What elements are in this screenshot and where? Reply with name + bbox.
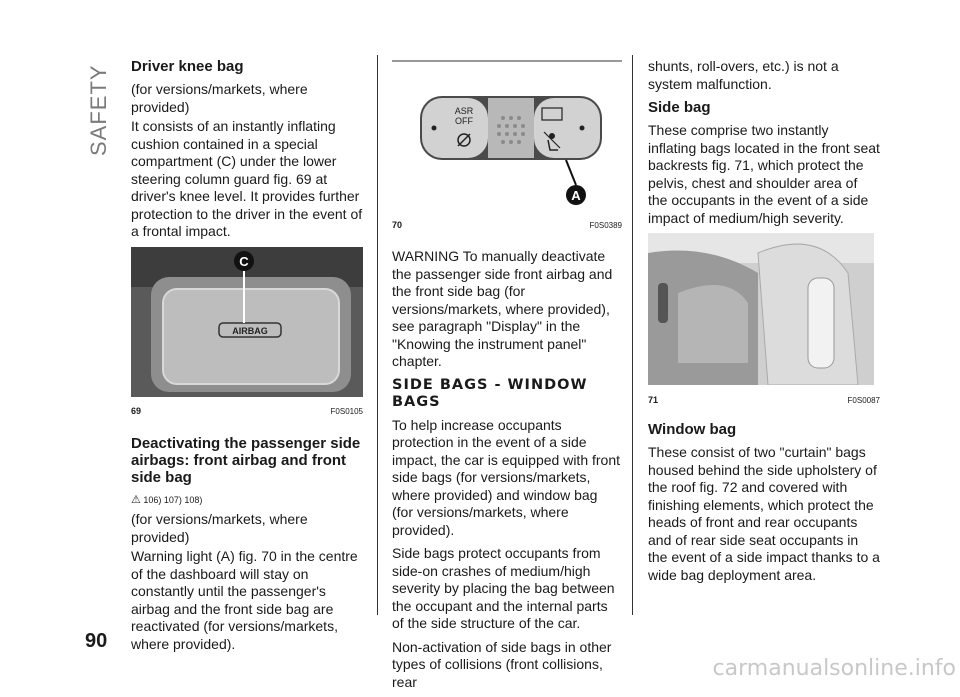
figure-69 <box>131 247 363 421</box>
paragraph: (for versions/markets, where provided) <box>131 81 308 115</box>
figure-caption <box>131 403 363 421</box>
airbag-text: AIRBAG <box>232 325 268 336</box>
callout-c: C <box>239 253 249 269</box>
heading-side-bags: SIDE BAGS - WINDOW BAGS <box>392 376 588 410</box>
figure-71 <box>648 233 880 409</box>
warning-icon: ⚠ <box>131 493 141 506</box>
paragraph: Warning light (A) fig. 70 in the centre of the dashboard will stay on constantly until the passenger's airbag and the front side bag are reactivated (for versions/markets, where provided). <box>131 548 358 652</box>
heading-driver-knee-bag: Driver knee bag <box>131 58 244 75</box>
watermark: carmanualsonline.info <box>712 656 956 681</box>
paragraph: These consist of two "curtain" bags housed behind the side upholstery of the roof fig. 72 and covered with finishing elements, which protect the heads of front and rear occupants and of rear side seat occupants in the event of a side impact thanks to a wide bag deployment area. <box>648 444 880 583</box>
figure-code: F0S0389 <box>589 220 622 230</box>
knee-bag-image <box>131 247 363 397</box>
figure-code: F0S0105 <box>330 407 363 416</box>
paragraph: Non-activation of side bags in other types of collisions (front collisions, rear <box>392 638 612 690</box>
callout-a: A <box>571 188 581 203</box>
warning-refs <box>131 492 363 510</box>
figure-number: 69 <box>131 406 142 416</box>
section-side-label: SAFETY <box>86 64 111 156</box>
refs-text: 106) 107) 108) <box>143 494 203 505</box>
column-1 <box>131 58 363 659</box>
heading-deactivating: Deactivating the passenger side airbags: front airbag and front side bag <box>131 434 361 486</box>
paragraph: To help increase occupants protection in the event of a side impact, the car is equipped with front side bags (for versions/markets, where provided) and window bag (for versions/markets, where provided). <box>392 416 621 538</box>
figure-number: 71 <box>648 394 659 405</box>
figure-caption <box>392 217 622 235</box>
off-label: OFF <box>455 116 473 126</box>
dashboard-switches-image <box>392 60 622 210</box>
column-divider <box>632 55 633 615</box>
side-bag-seat-image <box>648 233 874 385</box>
figure-caption <box>648 392 880 410</box>
column-2 <box>392 58 622 697</box>
figure-code: F0S0087 <box>847 395 880 405</box>
column-3 <box>648 58 880 590</box>
paragraph: Side bags protect occupants from side-on crashes of medium/high severity by placing the bag between the occupant and the internal parts of the side structure of the car. <box>392 545 615 631</box>
column-divider <box>377 55 378 615</box>
paragraph: (for versions/markets, where provided) <box>131 511 308 545</box>
page-number: 90 <box>85 630 108 652</box>
figure-number: 70 <box>392 219 403 230</box>
paragraph: shunts, roll-overs, etc.) is not a system malfunction. <box>648 58 839 92</box>
figure-70 <box>392 60 622 234</box>
paragraph: These comprise two instantly inflating bags located in the front seat backrests fig. 71, which protect the pelvis, chest and shoulder area of the occupants in the event of a side impact of medium/high severity. <box>648 122 880 226</box>
paragraph: WARNING To manually deactivate the passenger side front airbag and the front side bag (for versions/markets, where provided), see paragraph "Display" in the "Knowing the instrument panel" chapter. <box>392 248 613 369</box>
asr-label: ASR <box>454 106 474 116</box>
heading-window-bag: Window bag <box>648 421 737 438</box>
paragraph: It consists of an instantly inflating cushion contained in a special compartment (C) under the lower steering column guard fig. 69 at driver's knee level. It provides further protection to the driver in the event of a frontal impact. <box>131 118 363 239</box>
heading-side-bag: Side bag <box>648 99 711 116</box>
